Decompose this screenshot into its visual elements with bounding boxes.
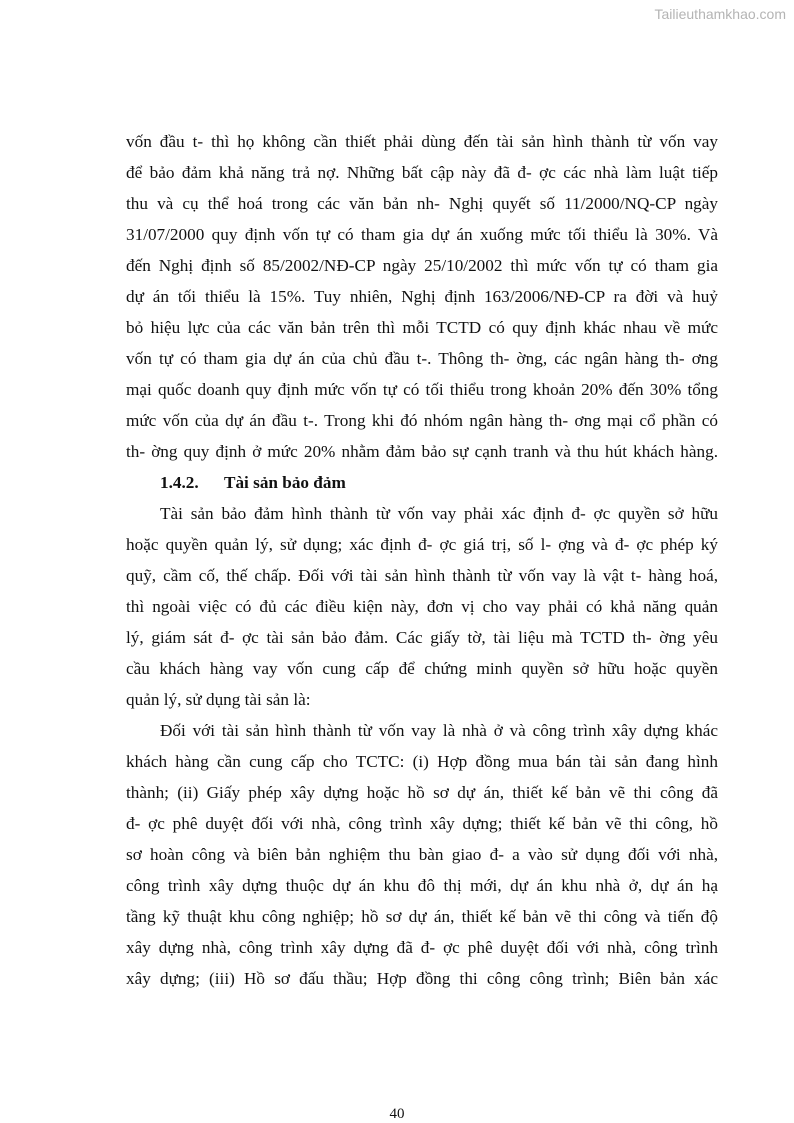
text-line: đ- ợc phê duyệt đối với nhà, công trình xây dựng; thiết kế bản vẽ thi công, hồ <box>126 814 718 833</box>
text-line: Đối với tài sản hình thành từ vốn vay là nhà ở và công trình xây dựng khác <box>160 721 718 740</box>
text-line: khách hàng cần cung cấp cho TCTC: (i) Hợp đồng mua bán tài sản đang hình <box>126 752 718 771</box>
text-line: mức vốn của dự án đầu t-. Trong khi đó nhóm ngân hàng th- ơng mại cổ phần có <box>126 411 718 430</box>
text-line: vốn tự có tham gia dự án của chủ đầu t-. Thông th- ờng, các ngân hàng th- ơng <box>126 349 718 368</box>
text-line: để bảo đảm khả năng trả nợ. Những bất cập này đã đ- ợc các nhà làm luật tiếp <box>126 163 718 182</box>
text-line: xây dựng nhà, công trình xây dựng đã đ- ợc phê duyệt đối với nhà, công trình <box>126 938 718 957</box>
text-line: hoặc quyền quản lý, sử dụng; xác định đ- ợc giá trị, số l- ợng và đ- ợc phép ký <box>126 535 718 554</box>
text-line: thu và cụ thể hoá trong các văn bản nh- Nghị quyết số 11/2000/NQ-CP ngày <box>126 194 718 213</box>
text-line: xây dựng; (iii) Hồ sơ đấu thầu; Hợp đồng thi công công trình; Biên bản xác <box>126 969 718 988</box>
text-line: dự án tối thiểu là 15%. Tuy nhiên, Nghị định 163/2006/NĐ-CP ra đời và huỷ <box>126 287 718 306</box>
watermark: Tailieuthamkhao.com <box>654 6 786 22</box>
text-line: mại quốc doanh quy định mức vốn tự có tối thiểu trong khoản 20% đến 30% tổng <box>126 380 718 399</box>
text-line: lý, giám sát đ- ợc tài sản bảo đảm. Các giấy tờ, tài liệu mà TCTD th- ờng yêu <box>126 628 718 647</box>
paragraph-2 <box>126 498 718 715</box>
text-line: Tài sản bảo đảm hình thành từ vốn vay phải xác định đ- ợc quyền sở hữu <box>160 504 718 523</box>
text-line: công trình xây dựng thuộc dự án khu đô thị mới, dự án khu nhà ở, dự án hạ <box>126 876 718 895</box>
section-title: Tài sản bảo đảm <box>224 473 346 492</box>
text-line: thì ngoài việc có đủ các điều kiện này, đơn vị cho vay phải có khả năng quản <box>126 597 718 616</box>
text-line: tầng kỹ thuật khu công nghiệp; hồ sơ dự án, thiết kế bản vẽ thi công và tiến độ <box>126 907 718 926</box>
section-heading <box>126 467 718 498</box>
section-number: 1.4.2. <box>160 473 199 492</box>
text-line: th- ờng quy định ở mức 20% nhằm đảm bảo sự cạnh tranh và thu hút khách hàng. <box>126 442 718 461</box>
page-number: 40 <box>389 1106 405 1122</box>
paragraph-1 <box>126 126 718 467</box>
text-line: đến Nghị định số 85/2002/NĐ-CP ngày 25/10/2002 thì mức vốn tự có tham gia <box>126 256 718 275</box>
text-line: bỏ hiệu lực của các văn bản trên thì mỗi TCTD có quy định khác nhau về mức <box>126 318 718 337</box>
text-line: 31/07/2000 quy định vốn tự có tham gia dự án xuống mức tối thiểu là 30%. Và <box>126 225 718 244</box>
paragraph-3 <box>126 715 718 994</box>
text-line: sơ hoàn công và biên bản nghiệm thu bàn giao đ- a vào sử dụng đối với nhà, <box>126 845 718 864</box>
document-body <box>126 126 718 994</box>
text-line: cầu khách hàng vay vốn cung cấp để chứng minh quyền sở hữu hoặc quyền <box>126 659 718 678</box>
text-line: vốn đầu t- thì họ không cần thiết phải dùng đến tài sản hình thành từ vốn vay <box>126 132 718 151</box>
text-line: quản lý, sử dụng tài sản là: <box>126 690 311 709</box>
text-line: thành; (ii) Giấy phép xây dựng hoặc hồ sơ dự án, thiết kế bản vẽ thi công đã <box>126 783 718 802</box>
text-line: quỹ, cầm cố, thế chấp. Đối với tài sản hình thành từ vốn vay là vật t- hàng hoá, <box>126 566 718 585</box>
